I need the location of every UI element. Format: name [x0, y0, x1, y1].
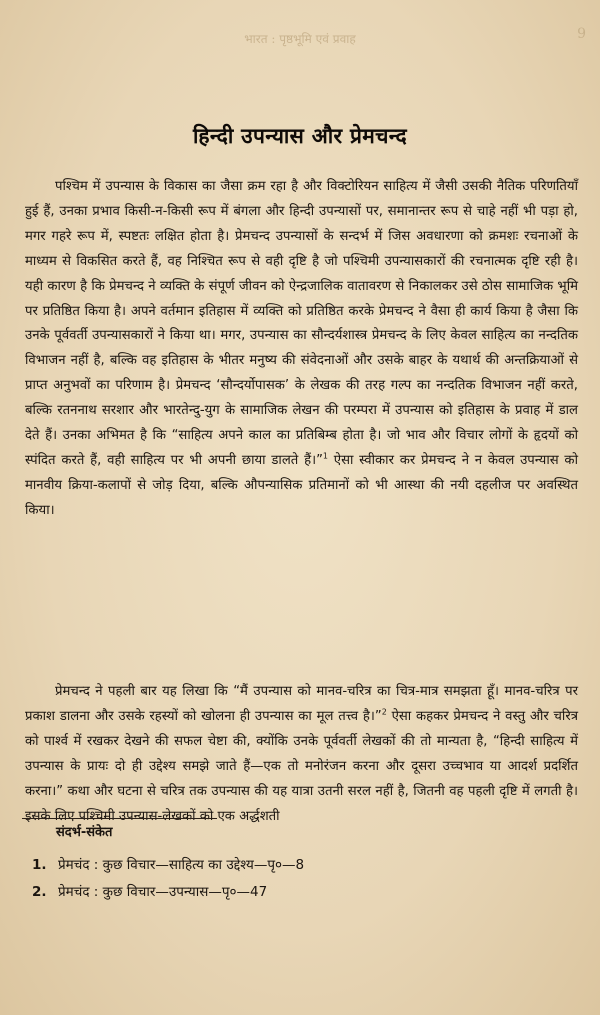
- footnote-number: 1.: [32, 857, 47, 873]
- footnote-item: [32, 879, 304, 906]
- footnote-marker-2: 2: [381, 707, 387, 717]
- running-head: भारत : पृष्ठभूमि एवं प्रवाह: [244, 32, 356, 46]
- footnote-text: प्रेमचंद : कुछ विचार—उपन्यास—पृ०—47: [58, 884, 268, 900]
- paragraph-2: [25, 680, 578, 829]
- footnote-text: प्रेमचंद : कुछ विचार—साहित्य का उद्देश्य—पृ०—8: [58, 857, 305, 873]
- paragraph-1-tail: ऐसा स्वीकार कर प्रेमचन्द ने न केवल उपन्यास को मानवीय क्रिया-कलापों से जोड़ दिया, बल्कि औपन्यासिक प्रतिमानों को भी आस्था की नयी दहलीज पर अवस्थित किया।: [25, 452, 578, 518]
- footnote-number: 2.: [32, 884, 47, 900]
- paragraph-2-tail: ऐसा कहकर प्रेमचन्द ने वस्तु और चरित्र को पार्श्व में रखकर देखने की सफल चेष्टा की, क्योंकि उनके पूर्ववर्ती लेखकों की तो मान्यता है, “हिन्दी साहित्य में उपन्यास के प्रायः दो ही उद्देश्य समझे जाते हैं—एक तो मनोरंजन करना और दूसरा उच्चभाव या आदर्श प्रदर्शित करना।” कथा और घटना से चरित्र तक उपन्यास की यह यात्रा उतनी सरल नहीं है, जितनी वह पहली दृष्टि में लगती है। इसके लिए पश्चिमी उपन्यास-लेखकों को एक अर्द्धशती: [25, 708, 578, 824]
- paragraph-1-text: पश्चिम में उपन्यास के विकास का जैसा क्रम रहा है और विक्टोरियन साहित्य में जैसी उसकी नैतिक परिणतियाँ हुई हैं, उनका प्रभाव किसी-न-किसी रूप में बंगला और हिन्दी उपन्यासों पर, समानान्तर रूप से चाहे नहीं भी पड़ा हो, मगर गहरे रूप में, स्पष्टतः लक्षित होता है। प्रेमचन्द उपन्यासों के सन्दर्भ में जिस अवधारणा को क्रमशः रचनाओं के माध्यम से विकसित करते हैं, वह निश्चित रूप से वही दृष्टि है जो पश्चिमी उपन्यासकारों की रचनात्मक दृष्टि रही है। यही कारण है कि प्रेमचन्द ने व्यक्ति के संपूर्ण जीवन को ऐन्द्रजालिक वातावरण से निकालकर उसे ठोस सामाजिक भूमि पर प्रतिष्ठित किया है। अपने वर्तमान इतिहास में व्यक्ति को प्रतिष्ठित करके प्रेमचन्द ने वैसा ही कार्य किया है जैसा कि उनके पूर्ववर्ती उपन्यासकारों ने किया था। मगर, उपन्यास का सौन्दर्यशास्त्र प्रेमचन्द के लिए केवल साहित्य का नन्दतिक विभाजन नहीं है, बल्कि वह इतिहास के भीतर मनुष्य की संवेदनाओं और उसके बाहर के यथार्थ की अन्तक्रियाओं से प्राप्त अनुभवों का परिणाम है। प्रेमचन्द ‘सौन्दर्योपासक’ के लेखक की तरह गल्प का नन्दतिक विभाजन नहीं करते, बल्कि रतननाथ सरशार और भारतेन्दु-युग के सामाजिक लेखन की परम्परा में उपन्यास को इतिहास के प्रवाह में डाल देते हैं। उनका अभिमत है कि “साहित्य अपने काल का प्रतिबिम्ब होता है। जो भाव और विचार लोगों के हृदयों को स्पंदित करते हैं, वही साहित्य पर भी अपनी छाया डालते हैं।”: [25, 179, 578, 468]
- footnote-list: [32, 852, 304, 906]
- footnote-item: [32, 852, 304, 879]
- page-number: 9: [577, 26, 586, 42]
- footnote-divider: [22, 818, 217, 819]
- footnote-marker-1: 1: [322, 451, 328, 461]
- footnotes-heading: संदर्भ-संकेत: [56, 825, 113, 840]
- chapter-title: हिन्दी उपन्यास और प्रेमचन्द: [192, 124, 407, 148]
- paragraph-2-text: प्रेमचन्द ने पहली बार यह लिखा कि “मैं उपन्यास को मानव-चरित्र का चित्र-मात्र समझता हूँ। मानव-चरित्र पर प्रकाश डालना और उसके रहस्यों को खोलना ही उपन्यास का मूल तत्त्व है।”: [25, 684, 578, 724]
- paragraph-1: [25, 175, 578, 524]
